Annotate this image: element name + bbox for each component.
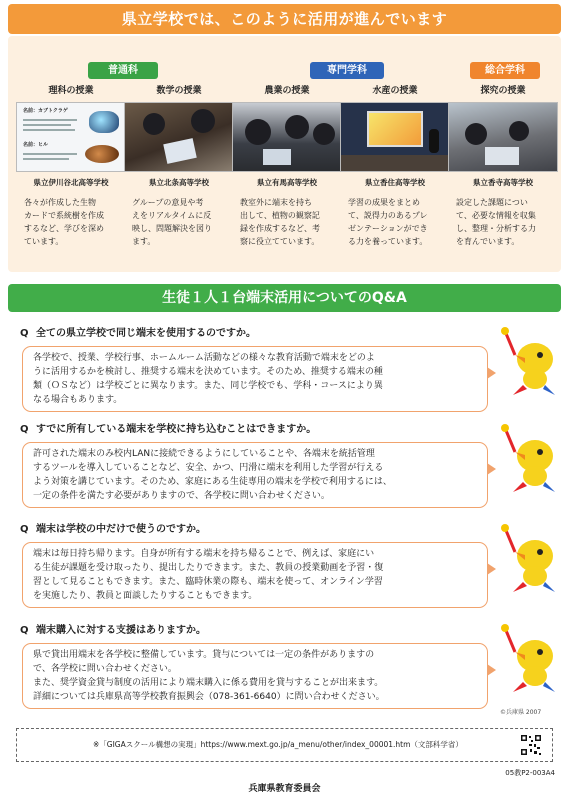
mascot-credit: ©兵庫県 2007 [500,709,542,716]
q-mark: Q [20,424,29,435]
case-math [124,84,234,248]
photo-label: 名前：ヒル [23,142,49,148]
question-text: すでに所有している端末を学校に持ち込むことはできますか。 [36,424,317,435]
school-name: 県立伊川谷北高等学校 [33,178,109,187]
qr-code-icon[interactable] [520,734,542,756]
answer-box: 許可された端末のみ校内LANに接続できるようにしていることや、各端末を統括管理 するツールを導入していることなど、安全、かつ、円滑に端末を利用した学習が行える よう対策を講じています。そのため、家庭にある生徒専用の端末を学校で利用するには、 一定の条件を満たす必要がありますので、各学校に問い合わせください。 [22,442,488,508]
case-description: グループの意見や考 えをリアルタイムに反 映し、問題解決を図り ます。 [132,198,212,246]
q-mark: Q [20,328,29,339]
case-title: 理科の授業 [48,86,94,96]
jellyfish-image [89,111,119,133]
mascot-bird-icon [497,422,561,494]
answer-box: 端末は毎日持ち帰ります。自身が所有する端末を持ち帰ることで、例えば、家庭にい る生徒が課題を受け取ったり、提出したりできます。また、教員の授業動画を予習・復 習として見ることもできます。また、臨時休業の際も、端末を使って、オンライン学習 を実施したり、教員と面談したりすることもできます。 [22,542,488,608]
mascot-bird-icon [497,622,561,694]
case-description: 設定した課題につい て、必要な情報を収集 し、整理・分析する力 を育んでいます。 [456,198,536,246]
mascot-bird-icon [497,325,561,397]
qa-item [8,624,561,709]
qa-item [8,327,561,412]
fisheries-class-photo [340,102,450,172]
case-agriculture [232,84,342,248]
qa-item [8,423,561,508]
category-special: 専門学科 [310,62,384,79]
q-mark: Q [20,625,29,636]
question-text: 全ての県立学校で同じ端末を使用するのですか。 [36,328,256,339]
reference-box [16,728,553,762]
case-inquiry [448,84,558,248]
category-general: 普通科 [88,62,158,79]
school-name: 県立香住高等学校 [365,178,425,187]
document-code: 05教P2-003A4 [505,769,555,777]
question-text: 端末は学校の中だけで使うのですか。 [36,524,206,535]
case-title: 探究の授業 [480,86,526,96]
leech-image [85,145,119,163]
question-text: 端末購入に対する支援はありますか。 [36,625,206,636]
agriculture-class-photo [232,102,342,172]
answer-box: 各学校で、授業、学校行事、ホームルーム活動などの様々な教育活動で端末をどのよ うに活用するかを検討し、推奨する端末を決めています。そのため、推奨する端末の種 類（ＯＳなど）は学校ごとに異なります。また、同じ学校でも、学科・コースにより異 なる場合もあります。 [22,346,488,412]
case-title: 数学の授業 [156,86,202,96]
case-description: 学習の成果をまとめ て、説得力のあるプレ ゼンテーションができ る力を養っています。 [348,198,428,246]
qa-banner: 生徒１人１台端末活用についてのQ&A [8,284,561,312]
photo-label: 名前：カブトクラゲ [23,108,68,114]
projection-screen [367,111,423,147]
footer-organization: 兵庫県教育委員会 [248,784,321,794]
case-science [16,84,126,248]
cases-panel [8,36,561,272]
question [8,423,561,437]
question [8,624,561,638]
school-name: 県立北条高等学校 [149,178,209,187]
case-title: 農業の授業 [264,86,310,96]
math-class-photo [124,102,234,172]
case-title: 水産の授業 [372,86,418,96]
case-fisheries [340,84,450,248]
question [8,523,561,537]
section1-banner: 県立学校では、このように活用が進んでいます [8,4,561,34]
q-mark: Q [20,524,29,535]
qa-item [8,523,561,608]
case-description: 各々が作成した生物 カードで系統樹を作成 するなど、学びを深め ています。 [24,198,104,246]
mascot-bird-icon [497,522,561,594]
school-name: 県立有馬高等学校 [257,178,317,187]
school-name: 県立香寺高等学校 [473,178,533,187]
inquiry-class-photo [448,102,558,172]
category-integrated: 総合学科 [470,62,540,79]
answer-box: 県で貸出用端末を各学校に整備しています。貸与については一定の条件がありますの で、各学校に問い合わせください。 また、奨学資金貸与制度の活用により端末購入に係る費用を貸与することが出来ます。 詳細については兵庫県高等学校教育振興会（078-361-6640）に問い合わせください。 [22,643,488,709]
science-class-photo [16,102,126,172]
reference-text: ※「GIGAスクール構想の実現」https://www.mext.go.jp/a_menu/other/index_00001.htm（文部科学省） [93,740,463,749]
case-description: 教室外に端末を持ち 出して、植物の観察記 録を作成するなど、考 察に役立てています。 [240,198,320,246]
question [8,327,561,341]
